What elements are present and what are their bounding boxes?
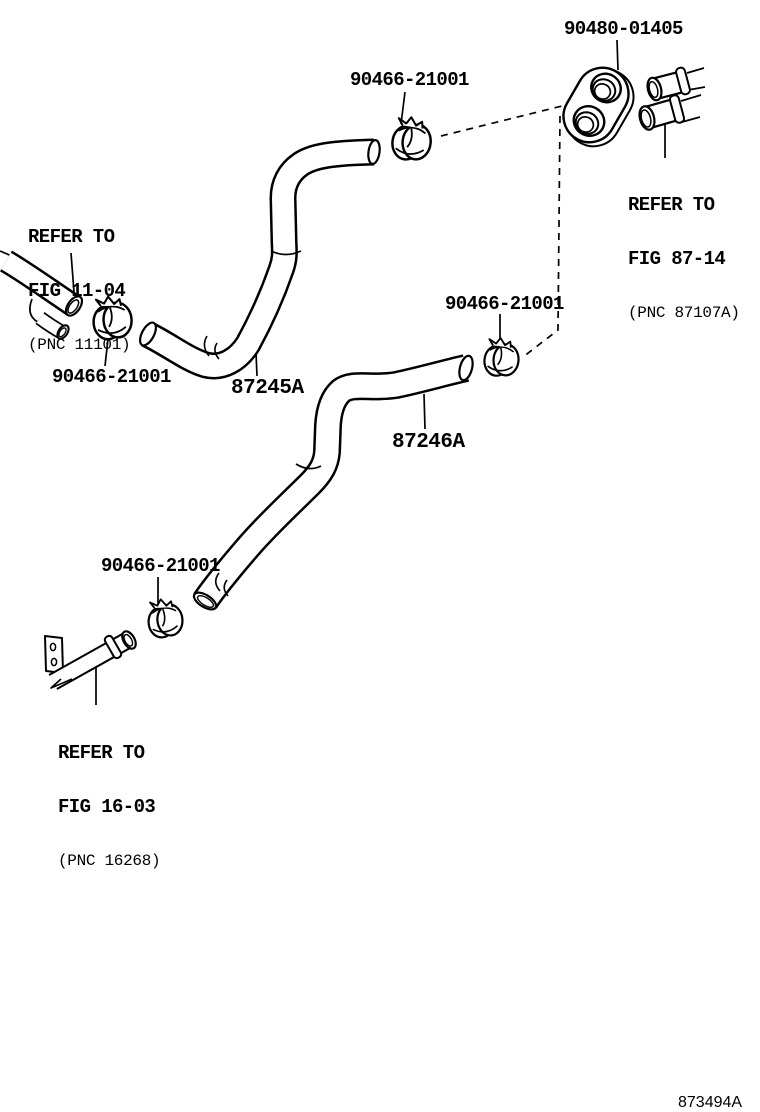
ref-line: REFER TO xyxy=(28,226,115,248)
clamp-mid-drawing xyxy=(483,337,520,377)
ref-line: FIG 87-14 xyxy=(628,248,726,270)
part-number-clamp-bottom: 90466-21001 xyxy=(101,555,220,577)
grommet-drawing xyxy=(554,58,643,156)
dashed-connector-lines xyxy=(441,104,570,357)
ref-fig-16-03 xyxy=(58,708,160,906)
ref-line: FIG 11-04 xyxy=(28,280,126,302)
ref-pnc-line: (PNC 16268) xyxy=(58,852,161,870)
clamp-top-drawing xyxy=(391,116,433,162)
ref-line: FIG 16-03 xyxy=(58,796,156,818)
part-number-grommet: 90480-01405 xyxy=(564,18,683,40)
part-number-clamp-top: 90466-21001 xyxy=(350,69,469,91)
hose-87245a-drawing xyxy=(137,139,381,366)
clamp-bottom-drawing xyxy=(146,597,184,638)
part-number-hose-lower: 87246A xyxy=(392,431,465,454)
ref-pnc-line: (PNC 11101) xyxy=(28,336,131,354)
part-number-clamp-mid: 90466-21001 xyxy=(445,293,564,315)
ref-pnc-line: (PNC 87107A) xyxy=(628,304,740,322)
ref-fig-87-14 xyxy=(628,160,740,358)
part-number-hose-upper: 87245A xyxy=(231,377,304,400)
figure-code: 873494A xyxy=(678,1094,743,1111)
part-number-clamp-left: 90466-21001 xyxy=(52,366,171,388)
heater-pipes-drawing xyxy=(637,67,705,132)
ref-line: REFER TO xyxy=(58,742,145,764)
ref-fig-11-04 xyxy=(28,192,130,390)
ref-line: REFER TO xyxy=(628,194,715,216)
water-pipe-drawing xyxy=(45,629,139,688)
